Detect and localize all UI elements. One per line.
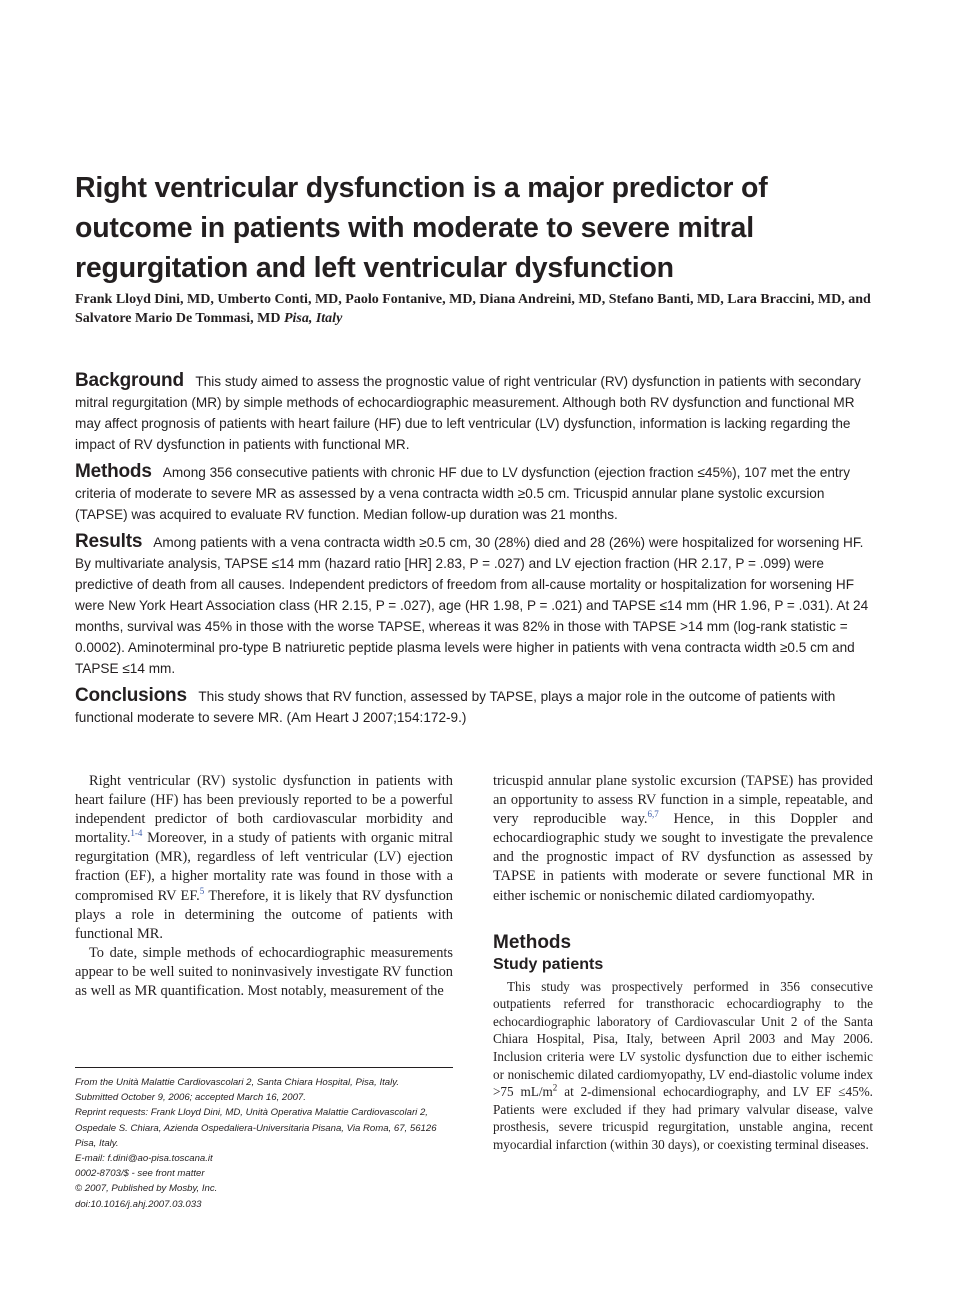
body-column-right [493, 772, 873, 1154]
footnote-copyright: © 2007, Published by Mosby, Inc. [75, 1183, 218, 1195]
footnote-email: E-mail: f.dini@ao-pisa.toscana.it [75, 1153, 213, 1165]
abstract-conclusions-text: This study shows that RV function, assessed by TAPSE, plays a major role in the outcome of patients with functional moderate to severe MR. (Am Heart J 2007;154:172-9.) [75, 689, 836, 725]
abstract [75, 370, 875, 734]
body-paragraph [493, 978, 873, 1154]
abstract-results-head: Results [75, 531, 143, 552]
body-text: Right ventricular (RV) systolic dysfunction in patients with heart failure (HF) has been previously reported to be a powerful independent predictor of both cardiovascular morbidity and mortality. [75, 773, 453, 847]
section-heading-methods: Methods [493, 931, 572, 953]
abstract-conclusions [75, 685, 875, 728]
body-text: Hence, in this Doppler and echocardiographic study we sought to investigate the prevalence and the prognostic impact of RV dysfunction as assessed by TAPSE in patients with moderate or severe functional MR in either ischemic or nonischemic dilated cardiomyopathy. [493, 811, 873, 904]
citation-link[interactable]: 1-4 [130, 828, 143, 839]
citation-link[interactable]: 6,7 [647, 809, 659, 820]
abstract-methods-head: Methods [75, 461, 152, 482]
body-text: Therefore, it is likely that RV dysfunction plays a role in determining the outcome of patients with functional MR. [75, 887, 453, 942]
abstract-background-head: Background [75, 370, 184, 391]
body-paragraph [493, 772, 873, 906]
abstract-background-text: This study aimed to assess the prognostic value of right ventricular (RV) dysfunction in patients with secondary mitral regurgitation (MR) by simple methods of echocardiographic measurement. Although both RV dysfunction and functional MR may affect prognosis of patients with heart failure (HF) due to left ventricular (LV) dysfunction, information is lacking regarding the impact of RV dysfunction in patients with functional MR. [75, 374, 861, 452]
author-location: Pisa, Italy [283, 311, 343, 326]
abstract-background [75, 370, 875, 455]
abstract-results [75, 531, 875, 679]
abstract-methods [75, 461, 875, 525]
body-paragraph: To date, simple methods of echocardiographic measurements appear to be well suited to noninvasively investigate RV function as well as MR quantification. Most notably, measurement of the [75, 944, 453, 1000]
footnote-issn: 0002-8703/$ - see front matter [75, 1168, 205, 1180]
footnote-affiliation: From the Unità Malattie Cardiovascolari 2, Santa Chiara Hospital, Pisa, Italy. [75, 1077, 400, 1088]
subsection-heading-study-patients: Study patients [493, 955, 604, 973]
footnote-doi: doi:10.1016/j.ahj.2007.03.033 [75, 1198, 202, 1210]
article-title: Right ventricular dysfunction is a major predictor of outcome in patients with moderate to severe mitral regurgitation and left ventricular dysfunction [75, 172, 768, 284]
footnote-divider [75, 1067, 453, 1068]
abstract-methods-text: Among 356 consecutive patients with chronic HF due to LV dysfunction (ejection fraction ≤45%), 107 met the entry criteria of moderate to severe MR as assessed by a vena contracta width ≥0.5 cm. Tricuspid annular plane systolic excursion (TAPSE) was acquired to evaluate RV function. Median follow-up duration was 21 months. [75, 465, 851, 522]
footnote-dates: Submitted October 9, 2006; accepted March 16, 2007. [75, 1092, 306, 1104]
abstract-conclusions-head: Conclusions [75, 685, 187, 706]
body-paragraph [75, 772, 453, 944]
body-column-left [75, 772, 453, 1001]
abstract-results-text: Among patients with a vena contracta width ≥0.5 cm, 30 (28%) died and 28 (26%) were hospitalized for worsening HF. By multivariate analysis, TAPSE ≤14 mm (hazard ratio [HR] 2.83, P = .027) and LV ejection fraction (HR 2.17, P = .099) were predictive of death from all causes. Independent predictors of freedom from all-cause mortality or hospitalization for worsening HF were New York Heart Association class (HR 2.15, P = .027), age (HR 1.98, P = .021) and TAPSE ≤14 mm (HR 1.96, P = .031). At 24 months, survival was 45% in those with the worse TAPSE, whereas it was 82% in those with TAPSE >14 mm (log-rank statistic = 0.0002). Aminoterminal pro-type B natriuretic peptide plasma levels were higher in patients with vena contracta width ≥0.5 cm and TAPSE ≤14 mm. [75, 535, 869, 676]
body-text: at 2-dimensional echocardiography, and LV EF ≤45%. Patients were excluded if they had primary valvular disease, valve prosthesis, severe tricuspid regurgitation, unstable angina, recent myocardial infarction (within 30 days), or coexisting terminal diseases. [493, 1084, 873, 1152]
body-text: This study was prospectively performed in 356 consecutive outpatients referred for transthoracic echocardiography to the echocardiographic laboratory of Cardiovascular Unit 2 of the Santa Chiara Hospital, Pisa, Italy, between April 2003 and May 2006. Inclusion criteria were LV systolic dysfunction due to either ischemic or nonischemic dilated cardiomyopathy, LV end-diastolic volume index >75 mL/m [493, 978, 873, 1100]
footnote-reprint: Reprint requests: Frank Lloyd Dini, MD, Unità Operativa Malattie Cardiovascolari 2, Ospedale S. Chiara, Azienda Ospedaliera-Universitaria Pisana, Via Roma, 67, 56126 Pisa, Italy. [75, 1107, 437, 1149]
footnotes [75, 1075, 453, 1212]
superscript: 2 [552, 1082, 558, 1093]
authors-names: Frank Lloyd Dini, MD, Umberto Conti, MD, Paolo Fontanive, MD, Diana Andreini, MD, Stefano Banti, MD, Lara Braccini, MD, and Salvatore Mario De Tommasi, MD [75, 292, 871, 326]
body-text: Moreover, in a study of patients with organic mitral regurgitation (MR), regardless of left ventricular (LV) ejection fraction (EF), a higher mortality rate was found in those with a compromised RV EF. [75, 830, 453, 904]
citation-link[interactable]: 5 [199, 885, 205, 896]
author-list [75, 290, 875, 328]
body-text: tricuspid annular plane systolic excursion (TAPSE) has provided an opportunity to assess RV function in a simple, repeatable, and very reproducible way. [493, 773, 873, 828]
